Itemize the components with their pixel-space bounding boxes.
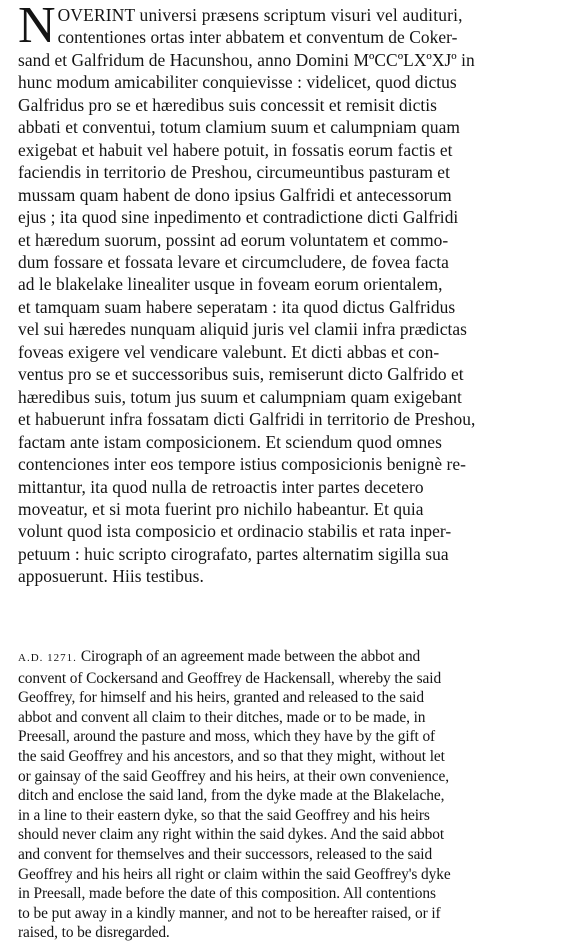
latin-line: abbati et conventui, totum clamium suum et calumpniam quam [18, 117, 460, 138]
english-line: or gainsay of the said Geoffrey and his heirs, at their own convenience, [18, 767, 450, 785]
latin-line: foveas exigere vel vendicare valebunt. Et dicti abbas et con- [18, 341, 440, 362]
english-line: Geoffrey and his heirs all right or claim within the said Geoffrey's dyke [18, 865, 451, 883]
english-line: ditch and enclose the said land, from the dyke made at the Blakelache, [18, 787, 445, 805]
latin-charter-text [18, 0, 570, 588]
latin-line: et habuerunt infra fossatam dicti Galfridi in territorio de Preshou, [18, 409, 476, 430]
english-line: should never claim any right within the said dykes. And the said abbot [18, 826, 444, 844]
english-line: raised, to be disregarded. [18, 924, 170, 942]
latin-line: apposuerunt. Hiis testibus. [18, 566, 204, 587]
english-line: the said Geoffrey and his ancestors, and so that they might, without let [18, 747, 445, 765]
latin-line: ventus pro se et successoribus suis, remiserunt dicto Galfrido et [18, 364, 464, 385]
latin-line: Galfridus pro se et hæredibus suis concessit et remisit dictis [18, 94, 437, 115]
latin-line: factam ante istam composicionem. Et sciendum quod omnes [18, 431, 442, 452]
english-line: in a line to their eastern dyke, so that the said Geoffrey and his heirs [18, 806, 430, 824]
latin-line: faciendis in territorio de Preshou, circumeuntibus pasturam et [18, 162, 450, 183]
latin-line: contentiones ortas inter abbatem et conventum de Coker- [57, 27, 458, 48]
latin-line: OVERINT universi præsens scriptum visuri vel audituri, [57, 5, 463, 25]
latin-line: sand et Galfridum de Hacunshou, anno Domini MºCCºLXºXJº in [18, 49, 475, 70]
latin-line: mussam quam habent de dono ipsius Galfridi et antecessorum [18, 184, 452, 205]
english-line: Preesall, around the pasture and moss, which they have by the gift of [18, 728, 436, 746]
latin-line: et tamquam suam habere seperatam : ita quod dictus Galfridus [18, 296, 456, 317]
latin-line: hunc modum amicabiliter conquievisse : videlicet, quod dictus [18, 72, 457, 93]
english-line-text: Cirograph of an agreement made between the abbot and [80, 648, 421, 665]
english-line: convent of Cockersand and Geoffrey de Hackensall, whereby the said [18, 669, 442, 687]
english-line: in Preesall, made before the date of this composition. All contentions [18, 885, 436, 903]
latin-line: vel sui hæredes nunquam aliquid juris vel clamii infra prædictas [18, 319, 467, 340]
english-line: and convent for themselves and their successors, released to the said [18, 845, 433, 863]
english-line: to be put away in a kindly manner, and not to be hereafter raised, or if [18, 904, 441, 922]
latin-line: exigebat et habuit vel habere potuit, in fossatis eorum factis et [18, 139, 453, 160]
latin-line: ejus ; ita quod sine inpedimento et contradictione dicti Galfridi [18, 207, 459, 228]
english-line: abbot and convent all claim to their ditches, made or to be made, in [18, 708, 426, 726]
latin-line: dum fossare et fossata levare et circumcludere, de fovea facta [18, 251, 449, 272]
latin-line: contenciones inter eos tempore istius composicionis benignè re- [18, 454, 466, 475]
latin-line: petuum : huic scripto cirografato, partes alternatim sigilla sua [18, 543, 449, 564]
latin-line: ad le blakelake linealiter usque in foveam eorum orientalem, [18, 274, 443, 295]
latin-line: volunt quod ista composicio et ordinacio stabilis et rata inper- [18, 521, 452, 542]
english-line: Geoffrey, for himself and his heirs, granted and released to the said [18, 689, 424, 707]
latin-line: et hæredum suorum, possint ad eorum voluntatem et commo- [18, 229, 449, 250]
date-label: A.D. 1271. [18, 652, 77, 664]
latin-line: hæredibus suis, totum jus suum et calumpniam quam exigebant [18, 386, 462, 407]
latin-line: mittantur, ita quod nulla de retroactis inter partes decetero [18, 476, 424, 497]
latin-line: moveatur, et si mota fuerint pro nichilo habeantur. Et quia [18, 498, 424, 519]
english-line [18, 647, 570, 669]
english-summary-text [18, 647, 570, 943]
drop-cap-letter: N [18, 0, 56, 54]
